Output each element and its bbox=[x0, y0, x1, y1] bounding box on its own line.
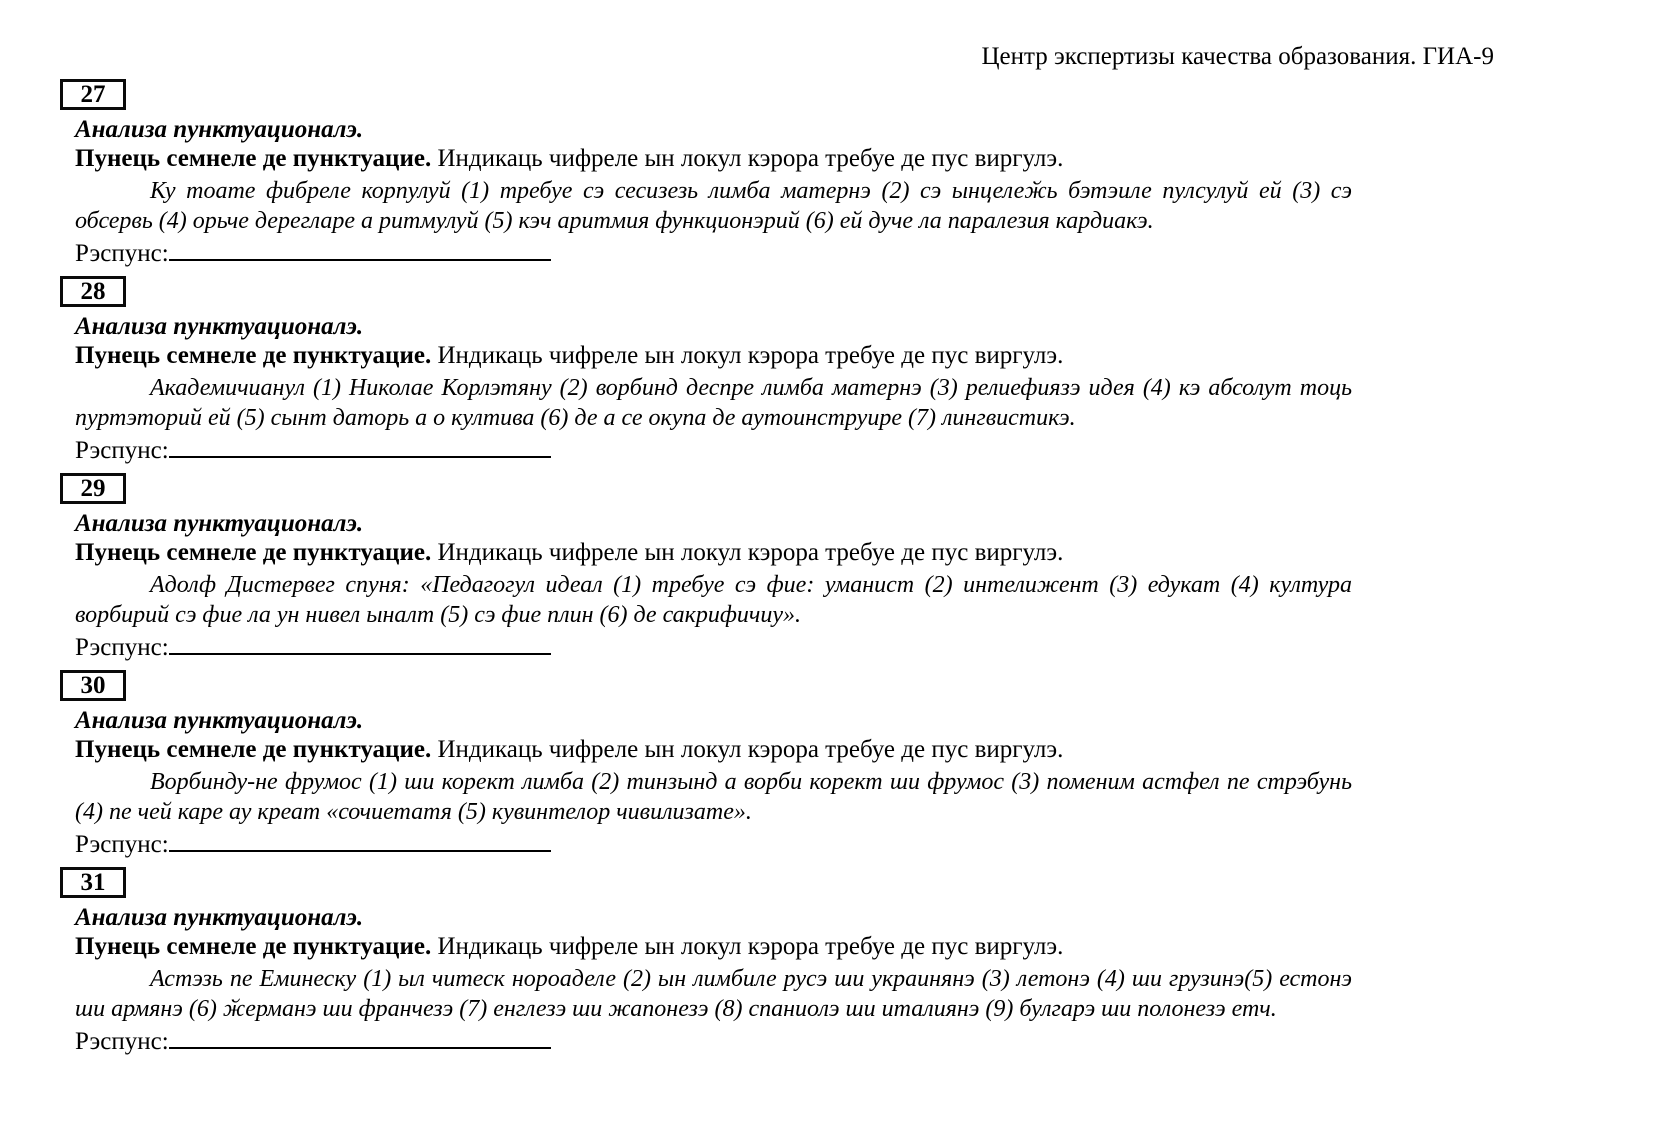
question-number-box bbox=[60, 473, 126, 504]
task-instruction-rest: Индикаць чифреле ын локул кэрора требуе де пус виргулэ. bbox=[431, 736, 1064, 763]
task-instruction-rest: Индикаць чифреле ын локул кэрора требуе де пус виргулэ. bbox=[431, 539, 1064, 566]
passage-text: Академичианул (1) Николае Корлэтяну (2) ворбинд деспре лимба матернэ (3) релиефиязэ идея (4) кэ абсолут тоць пуртэторий ей (5) сынт даторь а о култива (6) де а се окупа де аутоинструире (7) лингвистикэ. bbox=[75, 375, 1352, 431]
question-number-box bbox=[60, 276, 126, 307]
task-instruction-rest: Индикаць чифреле ын локул кэрора требуе де пус виргулэ. bbox=[431, 342, 1064, 369]
task-instruction bbox=[75, 341, 1654, 371]
question-block-31 bbox=[0, 867, 1654, 1057]
question-number: 28 bbox=[80, 277, 106, 305]
analysis-heading: Анализа пунктуационалэ. bbox=[75, 116, 364, 143]
analysis-heading: Анализа пунктуационалэ. bbox=[75, 510, 364, 537]
answer-row bbox=[75, 239, 1654, 269]
task-instruction bbox=[75, 144, 1654, 174]
passage-text: Ку тоате фибреле корпулуй (1) требуе сэ сесизезь лимба матернэ (2) сэ ынцелеӂь бэтэиле пулсулуй ей (3) сэ обсервь (4) орьче дерегларе а ритмулуй (5) кэч аритмия функционэрий (6) ей дуче ла паралезия кардиакэ. bbox=[75, 178, 1352, 234]
answer-label: Рэспунс: bbox=[75, 240, 169, 267]
question-number-box bbox=[60, 670, 126, 701]
passage-text: Астэзь пе Еминеску (1) ыл читеск нороаделе (2) ын лимбиле русэ ши украинянэ (3) летонэ (4) ши грузинэ(5) естонэ ши армянэ (6) ӂерманэ ши франчезэ (7) енглезэ ши жапонезэ (8) спаниолэ ши италиянэ (9) булгарэ ши полонезэ етч. bbox=[75, 966, 1352, 1022]
task-instruction bbox=[75, 735, 1654, 765]
question-number: 27 bbox=[80, 80, 106, 108]
passage-text: Адолф Дистервег спуня: «Педагогул идеал (1) требуе сэ фие: уманист (2) интелижент (3) едукат (4) култура ворбирий сэ фие ла ун нивел ыналт (5) сэ фие плин (6) де сакрифичиу». bbox=[75, 572, 1352, 628]
task-instruction-bold: Пунець семнеле де пунктуацие. bbox=[75, 736, 432, 763]
question-block-29 bbox=[0, 473, 1654, 663]
question-number-box bbox=[60, 79, 126, 110]
question-block-30 bbox=[0, 670, 1654, 860]
task-instruction-rest: Индикаць чифреле ын локул кэрора требуе де пус виргулэ. bbox=[431, 145, 1064, 172]
task-instruction-bold: Пунець семнеле де пунктуацие. bbox=[75, 145, 432, 172]
question-block-27 bbox=[0, 79, 1654, 269]
answer-label: Рэспунс: bbox=[75, 1028, 169, 1055]
task-instruction bbox=[75, 932, 1654, 962]
question-number: 30 bbox=[80, 671, 106, 699]
answer-blank[interactable] bbox=[169, 1027, 551, 1049]
answer-blank[interactable] bbox=[169, 633, 551, 655]
answer-row bbox=[75, 830, 1654, 860]
answer-blank[interactable] bbox=[169, 436, 551, 458]
analysis-heading: Анализа пунктуационалэ. bbox=[75, 707, 364, 734]
task-instruction-bold: Пунець семнеле де пунктуацие. bbox=[75, 342, 432, 369]
page-header-title: Центр экспертизы качества образования. ГИА-9 bbox=[981, 43, 1494, 70]
question-number-box bbox=[60, 867, 126, 898]
question-number: 29 bbox=[80, 474, 106, 502]
task-instruction-rest: Индикаць чифреле ын локул кэрора требуе де пус виргулэ. bbox=[431, 933, 1064, 960]
analysis-heading: Анализа пунктуационалэ. bbox=[75, 313, 364, 340]
task-instruction bbox=[75, 538, 1654, 568]
answer-label: Рэспунс: bbox=[75, 634, 169, 661]
task-instruction-bold: Пунець семнеле де пунктуацие. bbox=[75, 933, 432, 960]
answer-row bbox=[75, 436, 1654, 466]
answer-blank[interactable] bbox=[169, 830, 551, 852]
question-block-28 bbox=[0, 276, 1654, 466]
answer-label: Рэспунс: bbox=[75, 831, 169, 858]
answer-blank[interactable] bbox=[169, 239, 551, 261]
answer-label: Рэспунс: bbox=[75, 437, 169, 464]
task-instruction-bold: Пунець семнеле де пунктуацие. bbox=[75, 539, 432, 566]
answer-row bbox=[75, 1027, 1654, 1057]
passage-text: Ворбинду-не фрумос (1) ши корект лимба (2) тинзынд а ворби корект ши фрумос (3) поменим астфел пе стрэбунь (4) пе чей каре ау креат «сочиетатя (5) кувинтелор чивилизате». bbox=[75, 769, 1352, 825]
answer-row bbox=[75, 633, 1654, 663]
analysis-heading: Анализа пунктуационалэ. bbox=[75, 904, 364, 931]
question-number: 31 bbox=[80, 868, 106, 896]
